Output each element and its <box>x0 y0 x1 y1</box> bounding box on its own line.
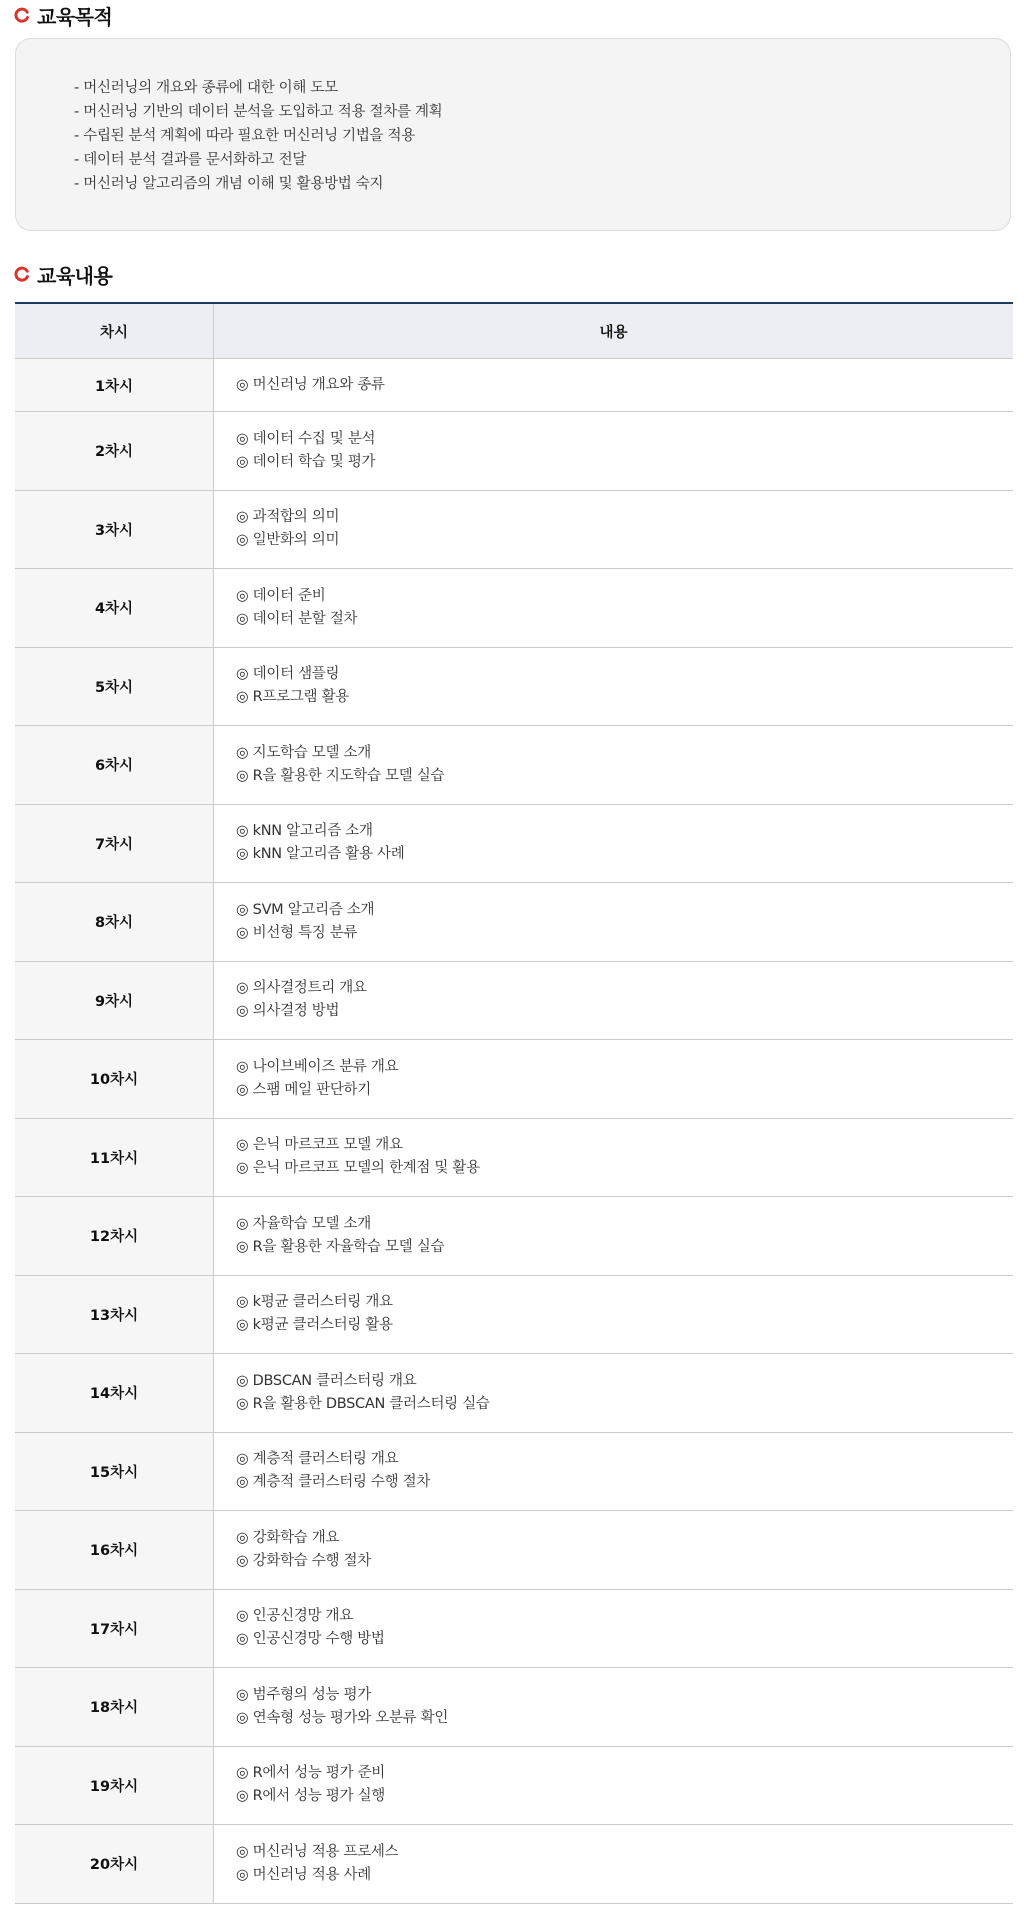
content-item: ◎ 연속형 성능 평가와 오분류 확인 <box>236 1709 449 1726</box>
session-content <box>214 491 1013 569</box>
table-row <box>15 1825 1013 1904</box>
goal-item: - 데이터 분석 결과를 문서화하고 전달 <box>74 152 307 168</box>
content-item: ◎ 과적합의 의미 <box>236 509 340 526</box>
content-item: ◎ 계층적 클러스터링 개요 <box>236 1451 399 1468</box>
content-item: ◎ DBSCAN 클러스터링 개요 <box>236 1372 417 1389</box>
content-section-title: 교육내용 <box>37 263 113 288</box>
content-item: ◎ R을 활용한 자율학습 모델 실습 <box>236 1238 445 1255</box>
content-item: ◎ 머신러닝 개요와 종류 <box>236 376 385 393</box>
content-item: ◎ 데이터 분할 절차 <box>236 610 358 627</box>
table-row <box>15 359 1013 412</box>
goal-item: - 머신러닝 알고리즘의 개념 이해 및 활용방법 숙지 <box>74 176 384 192</box>
session-content <box>214 1747 1013 1825</box>
table-row <box>15 491 1013 570</box>
table-row <box>15 726 1013 805</box>
content-item: ◎ k평균 클러스터링 개요 <box>236 1294 393 1311</box>
content-item: ◎ R을 활용한 지도학습 모델 실습 <box>236 767 445 784</box>
session-number: 7차시 <box>15 805 214 883</box>
content-item: ◎ 은닉 마르코프 모델의 한계점 및 활용 <box>236 1160 480 1177</box>
table-row <box>15 1668 1013 1747</box>
content-section-heading <box>14 259 112 289</box>
goal-section-heading <box>14 0 112 30</box>
session-content <box>214 726 1013 804</box>
session-number: 20차시 <box>15 1825 214 1903</box>
table-row <box>15 1433 1013 1512</box>
session-content <box>214 1119 1013 1197</box>
table-row <box>15 962 1013 1041</box>
session-content <box>214 1197 1013 1275</box>
content-item: ◎ 머신러닝 적용 프로세스 <box>236 1843 399 1860</box>
content-item: ◎ 강화학습 개요 <box>236 1529 340 1546</box>
session-content <box>214 1433 1013 1511</box>
table-row <box>15 648 1013 727</box>
session-content <box>214 962 1013 1040</box>
content-item: ◎ 데이터 수집 및 분석 <box>236 430 376 447</box>
content-item: ◎ R프로그램 활용 <box>236 689 349 706</box>
content-item: ◎ 자율학습 모델 소개 <box>236 1215 371 1232</box>
session-number: 4차시 <box>15 569 214 647</box>
session-content <box>214 648 1013 726</box>
table-row <box>15 1747 1013 1826</box>
content-item: ◎ 머신러닝 적용 사례 <box>236 1866 371 1883</box>
table-row <box>15 1590 1013 1669</box>
content-item: ◎ 일반화의 의미 <box>236 532 340 549</box>
content-item: ◎ 인공신경망 수행 방법 <box>236 1631 385 1648</box>
goal-section-title: 교육목적 <box>37 4 113 29</box>
session-number: 9차시 <box>15 962 214 1040</box>
session-content <box>214 1668 1013 1746</box>
table-row <box>15 1119 1013 1198</box>
content-item: ◎ 데이터 준비 <box>236 587 326 604</box>
content-item: ◎ 강화학습 수행 절차 <box>236 1552 371 1569</box>
content-item: ◎ R을 활용한 DBSCAN 클러스터링 실습 <box>236 1395 490 1412</box>
session-content <box>214 883 1013 961</box>
content-item: ◎ 인공신경망 개요 <box>236 1608 353 1625</box>
content-item: ◎ R에서 성능 평가 준비 <box>236 1765 386 1782</box>
goal-item: - 머신러닝 기반의 데이터 분석을 도입하고 적용 절차를 계획 <box>74 104 443 120</box>
content-item: ◎ k평균 클러스터링 활용 <box>236 1317 393 1334</box>
table-row <box>15 1354 1013 1433</box>
session-number: 17차시 <box>15 1590 214 1668</box>
content-item: ◎ R에서 성능 평가 실행 <box>236 1788 386 1805</box>
session-number: 11차시 <box>15 1119 214 1197</box>
table-row <box>15 412 1013 491</box>
table-row <box>15 1511 1013 1590</box>
goal-item: - 머신러닝의 개요와 종류에 대한 이해 도모 <box>74 80 338 96</box>
session-number: 19차시 <box>15 1747 214 1825</box>
session-number: 3차시 <box>15 491 214 569</box>
session-number: 8차시 <box>15 883 214 961</box>
table-row <box>15 1276 1013 1355</box>
table-row <box>15 805 1013 884</box>
session-content <box>214 359 1013 411</box>
session-content <box>214 805 1013 883</box>
session-content <box>214 1040 1013 1118</box>
content-item: ◎ 범주형의 성능 평가 <box>236 1686 371 1703</box>
session-number: 1차시 <box>15 359 214 411</box>
session-number: 6차시 <box>15 726 214 804</box>
header-content: 내용 <box>599 324 628 341</box>
goal-item: - 수립된 분석 계획에 따라 필요한 머신러닝 기법을 적용 <box>74 128 415 144</box>
session-number: 14차시 <box>15 1354 214 1432</box>
session-content <box>214 412 1013 490</box>
table-row <box>15 1040 1013 1119</box>
content-item: ◎ 나이브베이즈 분류 개요 <box>236 1058 399 1075</box>
content-item: ◎ 데이터 학습 및 평가 <box>236 453 376 470</box>
content-item: ◎ kNN 알고리즘 활용 사례 <box>236 846 405 863</box>
session-content <box>214 1590 1013 1668</box>
session-number: 5차시 <box>15 648 214 726</box>
session-number: 15차시 <box>15 1433 214 1511</box>
session-content <box>214 1511 1013 1589</box>
content-item: ◎ 계층적 클러스터링 수행 절차 <box>236 1474 431 1491</box>
session-number: 12차시 <box>15 1197 214 1275</box>
curriculum-table <box>15 302 1013 1904</box>
session-number: 18차시 <box>15 1668 214 1746</box>
content-item: ◎ 스팸 메일 판단하기 <box>236 1081 371 1098</box>
content-item: ◎ 데이터 샘플링 <box>236 666 340 683</box>
goal-box <box>15 38 1011 231</box>
session-content <box>214 1354 1013 1432</box>
content-item: ◎ 은닉 마르코프 모델 개요 <box>236 1137 403 1154</box>
session-content <box>214 1825 1013 1903</box>
header-session: 차시 <box>15 304 214 358</box>
session-number: 2차시 <box>15 412 214 490</box>
ring-bullet-icon <box>14 7 30 23</box>
content-item: ◎ 의사결정트리 개요 <box>236 980 367 997</box>
session-number: 10차시 <box>15 1040 214 1118</box>
session-number: 13차시 <box>15 1276 214 1354</box>
ring-bullet-icon <box>14 266 30 282</box>
table-row <box>15 883 1013 962</box>
table-header-row <box>15 304 1013 359</box>
table-row <box>15 1197 1013 1276</box>
content-item: ◎ kNN 알고리즘 소개 <box>236 823 373 840</box>
content-item: ◎ 비선형 특징 분류 <box>236 924 358 941</box>
table-row <box>15 569 1013 648</box>
session-number: 16차시 <box>15 1511 214 1589</box>
session-content <box>214 1276 1013 1354</box>
content-item: ◎ SVM 알고리즘 소개 <box>236 901 375 918</box>
content-item: ◎ 지도학습 모델 소개 <box>236 744 371 761</box>
session-content <box>214 569 1013 647</box>
content-item: ◎ 의사결정 방법 <box>236 1003 340 1020</box>
